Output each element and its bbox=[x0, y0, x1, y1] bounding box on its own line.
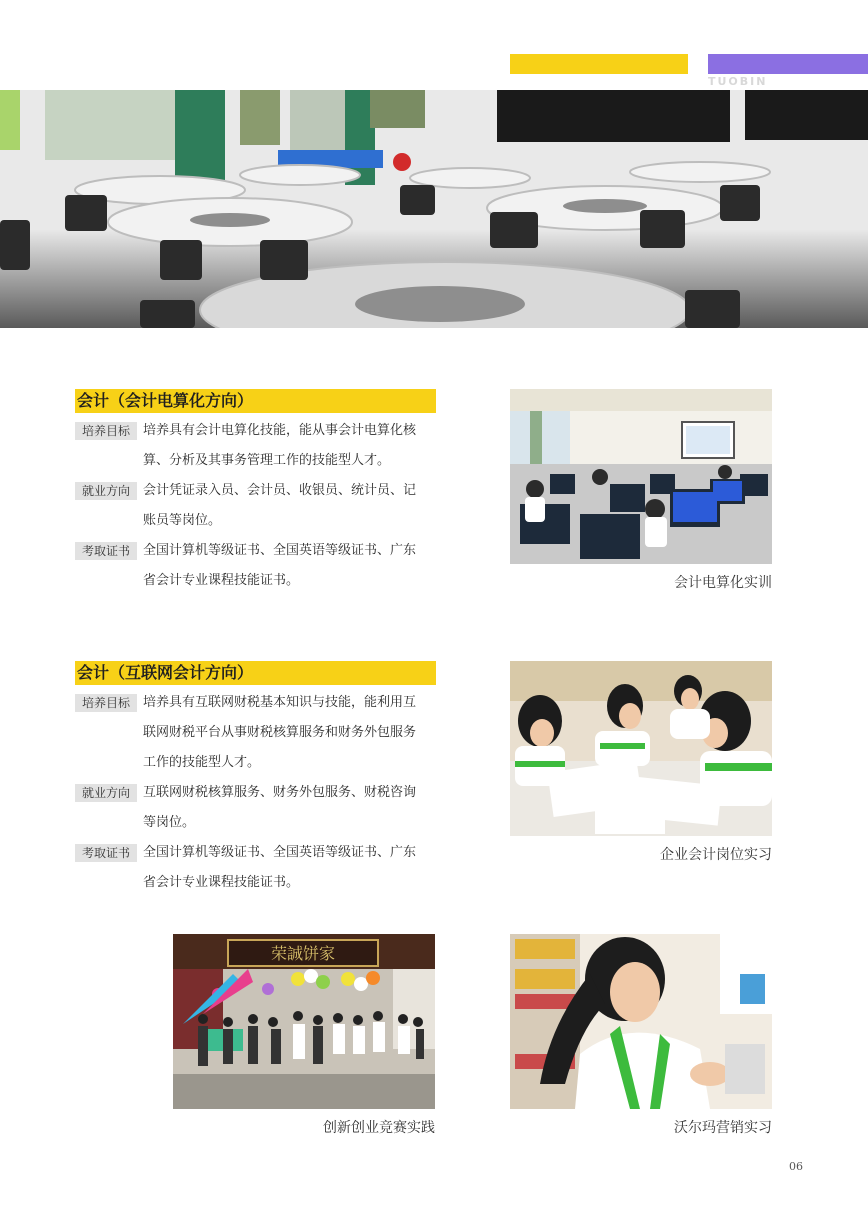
row-training-goal bbox=[75, 688, 440, 778]
row-text-line: 培养具有互联网财税基本知识与技能，能利用互 bbox=[143, 695, 417, 710]
section-title-internet-accounting: 会计（互联网会计方向） bbox=[75, 661, 436, 685]
computer-lab-photo bbox=[510, 389, 772, 564]
photo-caption: 沃尔玛营销实习 bbox=[674, 1120, 772, 1136]
entrepreneurship-event-photo bbox=[173, 934, 435, 1109]
tag-label: 培养目标 bbox=[75, 694, 137, 712]
row-certificates bbox=[75, 838, 440, 898]
walmart-internship-photo bbox=[510, 934, 772, 1109]
hero-classroom-photo bbox=[0, 90, 868, 328]
accent-bar-yellow bbox=[510, 54, 688, 74]
section-title-computerized-accounting: 会计（会计电算化方向） bbox=[75, 389, 436, 413]
tag-label: 培养目标 bbox=[75, 422, 137, 440]
row-employment bbox=[75, 778, 440, 838]
row-text-line: 账员等岗位。 bbox=[143, 513, 222, 528]
tag-label: 就业方向 bbox=[75, 784, 137, 802]
row-text-line: 全国计算机等级证书、全国英语等级证书、广东 bbox=[143, 845, 417, 860]
photo-caption: 会计电算化实训 bbox=[674, 575, 772, 591]
row-text-line: 省会计专业课程技能证书。 bbox=[143, 573, 300, 588]
row-text-line: 全国计算机等级证书、全国英语等级证书、广东 bbox=[143, 543, 417, 558]
row-text-line: 算、分析及其事务管理工作的技能型人才。 bbox=[143, 453, 391, 468]
accounting-internship-photo bbox=[510, 661, 772, 836]
photo-caption: 企业会计岗位实习 bbox=[660, 847, 772, 863]
row-text-line: 省会计专业课程技能证书。 bbox=[143, 875, 300, 890]
row-text-line: 互联网财税核算服务、财务外包服务、财税咨询 bbox=[143, 785, 417, 800]
row-text-line: 培养具有会计电算化技能，能从事会计电算化核 bbox=[143, 423, 417, 438]
row-text-line: 等岗位。 bbox=[143, 815, 196, 830]
tag-label: 考取证书 bbox=[75, 844, 137, 862]
accent-bar-purple bbox=[708, 54, 868, 74]
page-number: 06 bbox=[789, 1160, 803, 1173]
photo-caption: 创新创业竞赛实践 bbox=[323, 1120, 435, 1136]
row-text-line: 工作的技能型人才。 bbox=[143, 755, 261, 770]
row-certificates bbox=[75, 536, 440, 596]
row-employment bbox=[75, 476, 440, 536]
tag-label: 就业方向 bbox=[75, 482, 137, 500]
brand-text: TUOBIN bbox=[708, 75, 768, 88]
row-text-line: 会计凭证录入员、会计员、收银员、统计员、记 bbox=[143, 483, 417, 498]
tag-label: 考取证书 bbox=[75, 542, 137, 560]
row-text-line: 联网财税平台从事财税核算服务和财务外包服务 bbox=[143, 725, 417, 740]
shop-sign-text: 荣誠饼家 bbox=[270, 944, 336, 963]
row-training-goal bbox=[75, 416, 440, 476]
